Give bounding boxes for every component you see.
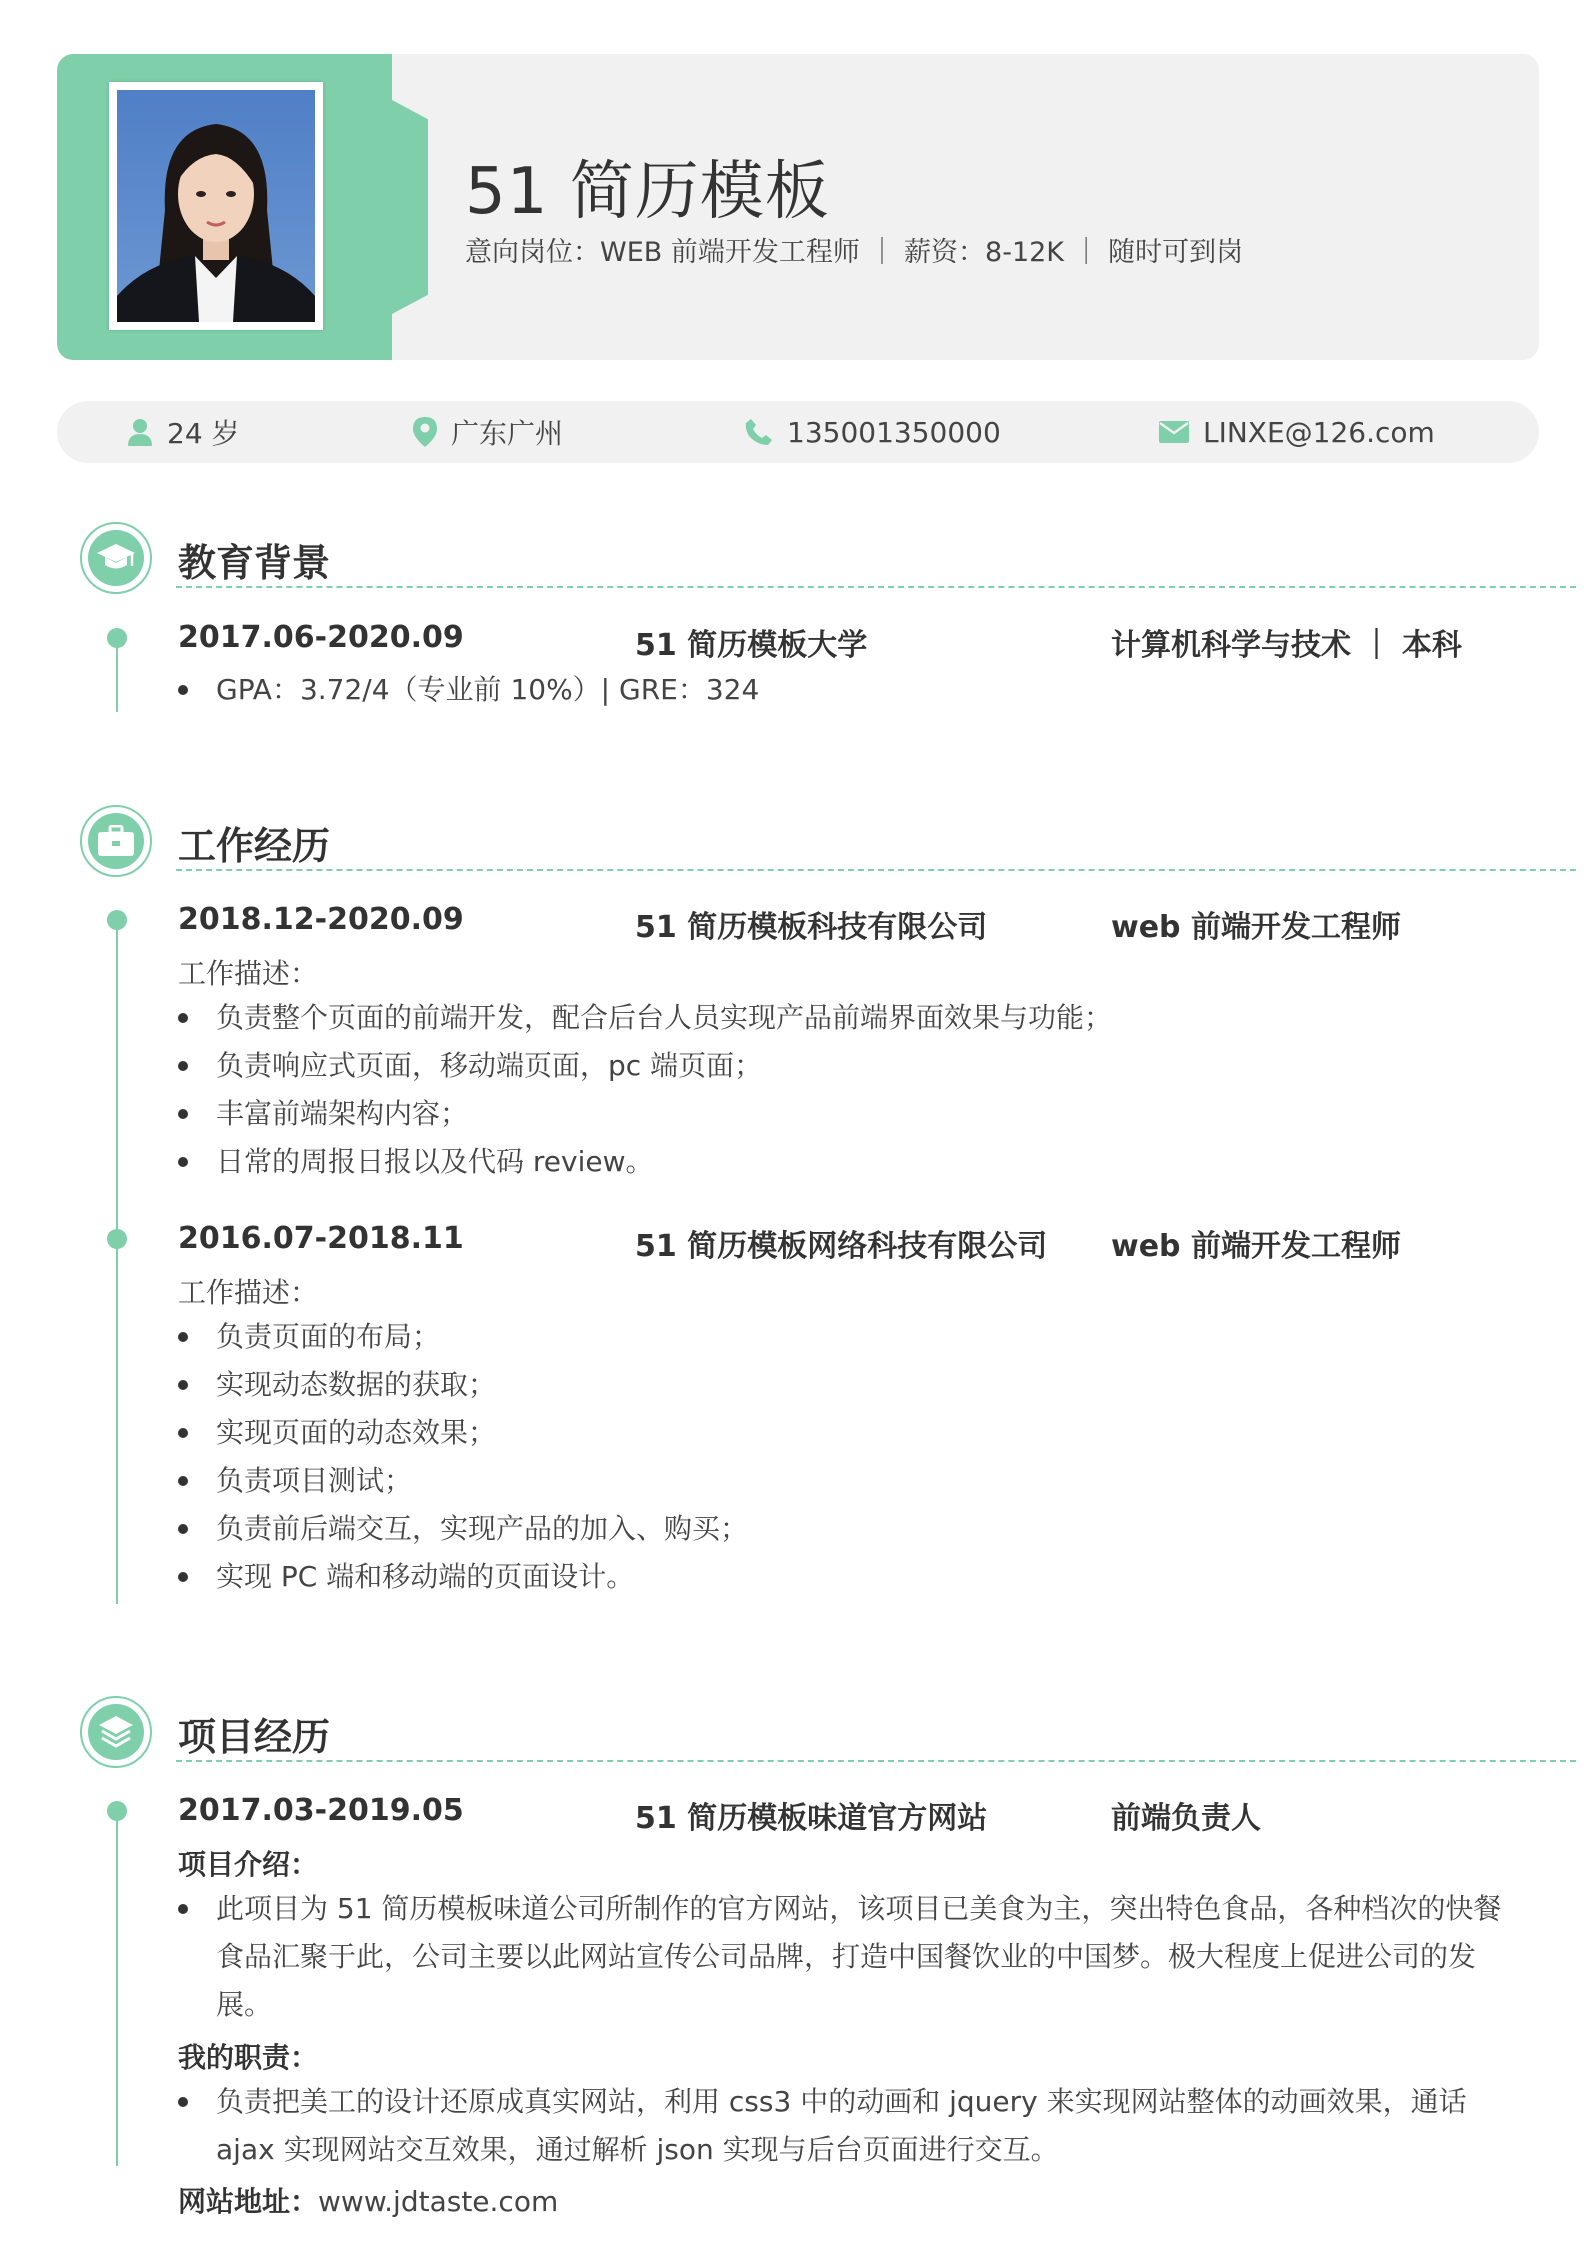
work-desc-label: 工作描述：: [178, 957, 319, 990]
project-section-header: [80, 1696, 1496, 1776]
contact-phone: [745, 401, 1001, 463]
project-section-icon: [80, 1696, 152, 1768]
work-period: 2016.07-2018.11: [178, 1221, 464, 1256]
project-duty: 负责把美工的设计还原成真实网站，利用 css3 中的动画和 jquery 来实现网站整体的动画效果，通话 ajax 实现网站交互效果，通过解析 json 实现与后台页面进行交互。: [216, 2085, 1467, 2166]
timeline-dot: [107, 910, 127, 930]
graduation-cap-icon: [96, 542, 136, 574]
project-site-label: 网站地址：: [178, 2185, 319, 2218]
phone-text: 135001350000: [787, 415, 1001, 449]
work-desc-label: 工作描述：: [178, 1276, 319, 1309]
project-duty-label: 我的职责：: [178, 2041, 319, 2074]
briefcase-icon: [97, 825, 135, 857]
project-divider: [176, 1760, 1576, 1762]
project-title: 项目经历: [178, 1715, 331, 1759]
email-text: LINXE@126.com: [1203, 415, 1435, 449]
mail-icon: [1159, 421, 1189, 443]
project-timeline: [116, 1810, 118, 2166]
project-intro-label: 项目介绍：: [178, 1848, 319, 1881]
profile-photo: [117, 90, 315, 322]
profile-photo-frame: [109, 82, 323, 330]
education-section-header: [80, 522, 1496, 602]
project-intro: 此项目为 51 简历模板味道公司所制作的官方网站，该项目已美食为主，突出特色食品，各种档次的快餐食品汇聚于此，公司主要以此网站宣传公司品牌，打造中国餐饮业的中国梦。极大程度上促进公司的发展。: [216, 1892, 1502, 2021]
project-site-link[interactable]: www.jdtaste.com: [318, 2185, 559, 2218]
education-school: 51 简历模板大学: [635, 628, 868, 663]
work-title: 工作经历: [178, 824, 331, 868]
project-period: 2017.03-2019.05: [178, 1793, 464, 1828]
work-company: 51 简历模板科技有限公司: [635, 910, 988, 945]
work-company: 51 简历模板网络科技有限公司: [635, 1229, 1048, 1264]
education-divider: [176, 586, 1576, 588]
project-site-line: [178, 2180, 558, 2220]
job-intent: 意向岗位：WEB 前端开发工程师 ｜ 薪资：8-12K ｜ 随时可到岗: [465, 237, 1244, 268]
resume-header: [57, 54, 1539, 360]
contact-location: [413, 401, 563, 463]
timeline-dot: [107, 1801, 127, 1821]
age-text: 24 岁: [167, 417, 240, 450]
work-period: 2018.12-2020.09: [178, 902, 464, 937]
work-timeline: [116, 920, 118, 1604]
work-role: web 前端开发工程师: [1111, 910, 1401, 945]
contact-age: [127, 401, 240, 463]
phone-icon: [745, 418, 773, 446]
candidate-name: 51 简历模板: [465, 155, 830, 229]
work-role: web 前端开发工程师: [1111, 1229, 1401, 1264]
header-accent-tab: [392, 100, 428, 314]
timeline-dot: [107, 1229, 127, 1249]
work-divider: [176, 869, 1576, 871]
education-period: 2017.06-2020.09: [178, 620, 464, 655]
location-pin-icon: [413, 417, 437, 447]
layers-icon: [98, 1715, 134, 1749]
user-icon: [127, 418, 153, 446]
education-title: 教育背景: [178, 541, 331, 585]
work-section-header: [80, 805, 1496, 885]
location-text: 广东广州: [451, 417, 564, 450]
contact-email: [1159, 401, 1435, 463]
contact-bar: [57, 401, 1539, 463]
education-section-icon: [80, 522, 152, 594]
project-role: 前端负责人: [1111, 1801, 1261, 1836]
timeline-dot: [107, 628, 127, 648]
work-section-icon: [80, 805, 152, 877]
education-major: 计算机科学与技术 ｜ 本科: [1111, 628, 1462, 663]
project-name: 51 简历模板味道官方网站: [635, 1801, 988, 1836]
